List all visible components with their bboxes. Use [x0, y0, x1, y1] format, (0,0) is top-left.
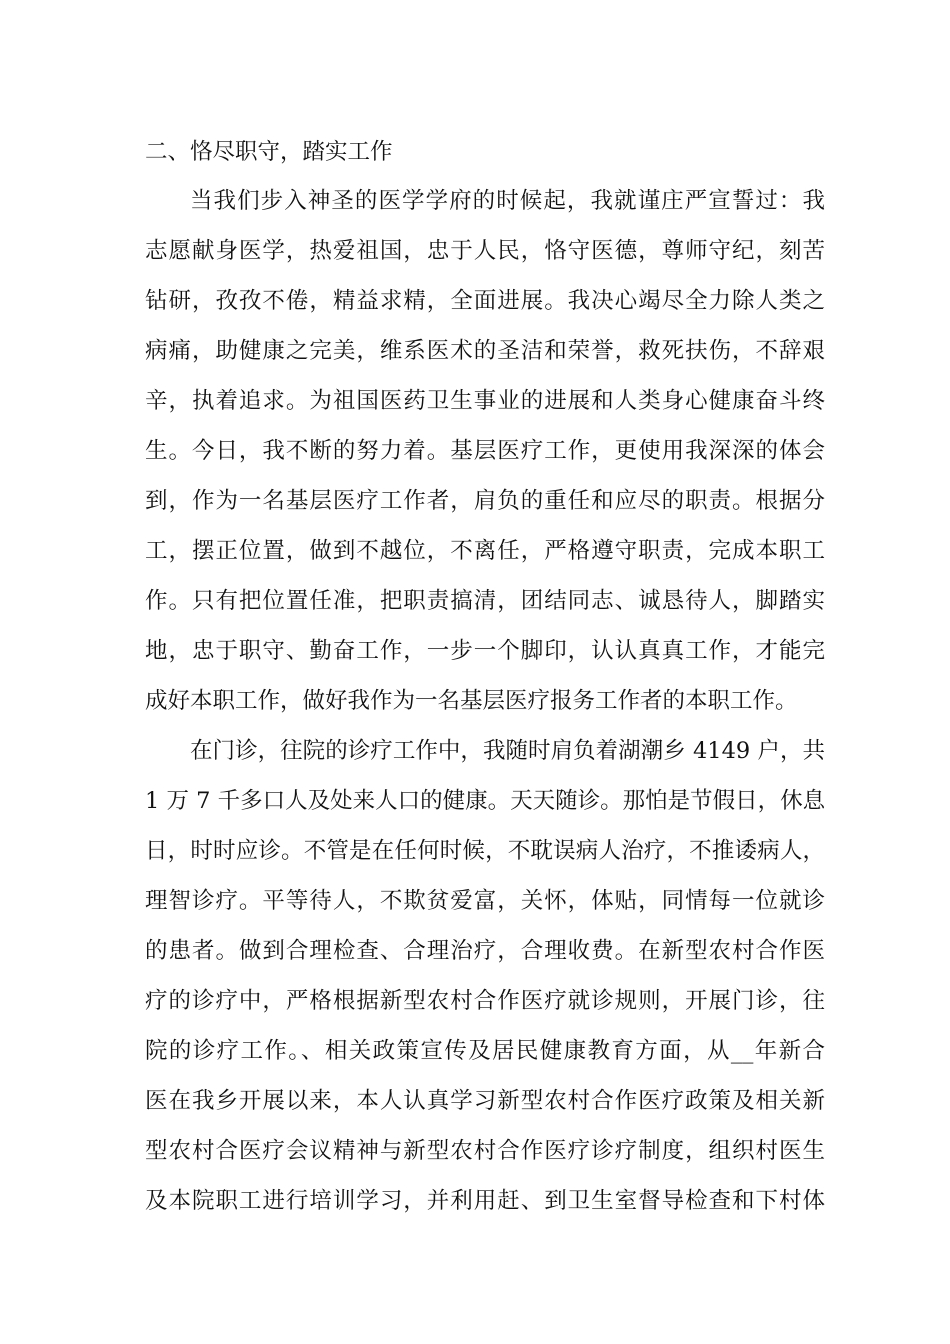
paragraph-2-line-7: 院的诊疗工作。、相关政策宣传及居民健康教育方面，从__年新合 — [145, 1038, 825, 1064]
paragraph-1-line-6: 生。今日，我不断的努力着。基层医疗工作，更使用我深深的体会 — [145, 438, 825, 464]
paragraph-2-line-10: 及本院职工进行培训学习，并利用赶、到卫生室督导检查和下村体 — [145, 1188, 825, 1214]
paragraph-1-line-9: 作。只有把位置任准，把职责搞清，团结同志、诚恳待人，脚踏实 — [145, 588, 825, 614]
paragraph-1-line-7: 到，作为一名基层医疗工作者，肩负的重任和应尽的职责。根据分 — [145, 488, 825, 514]
paragraph-2-line-8: 医在我乡开展以来，本人认真学习新型农村合作医疗政策及相关新 — [145, 1088, 825, 1114]
paragraph-2-line-6: 疗的诊疗中，严格根据新型农村合作医疗就诊规则，开展门诊，往 — [145, 988, 825, 1014]
paragraph-1-line-11: 成好本职工作，做好我作为一名基层医疗报务工作者的本职工作。 — [145, 688, 798, 714]
paragraph-1-line-1: 当我们步入神圣的医学学府的时候起，我就谨庄严宣誓过：我 — [190, 188, 825, 214]
paragraph-1-line-5: 辛，执着追求。为祖国医药卫生事业的进展和人类身心健康奋斗终 — [145, 388, 825, 414]
paragraph-2-line-5: 的患者。做到合理检查、合理治疗，合理收费。在新型农村合作医 — [145, 938, 825, 964]
paragraph-1-line-4: 病痛，助健康之完美，维系医术的圣洁和荣誉，救死扶伤，不辞艰 — [145, 338, 825, 364]
paragraph-1-line-3: 钻研，孜孜不倦，精益求精，全面进展。我决心竭尽全力除人类之 — [145, 288, 825, 314]
section-heading: 二、恪尽职守，踏实工作 — [145, 139, 393, 165]
paragraph-2-line-9: 型农村合医疗会议精神与新型农村合作医疗诊疗制度，组织村医生 — [145, 1138, 825, 1164]
paragraph-2-line-1: 在门诊，往院的诊疗工作中，我随时肩负着湖潮乡 4149 户，共 — [190, 738, 825, 764]
paragraph-1-line-10: 地，忠于职守、勤奋工作，一步一个脚印，认认真真工作，才能完 — [145, 638, 825, 664]
paragraph-2-line-4: 理智诊疗。平等待人，不欺贫爱富，关怀，体贴，同情每一位就诊 — [145, 888, 825, 914]
paragraph-1-line-8: 工，摆正位置，做到不越位，不离任，严格遵守职责，完成本职工 — [145, 538, 825, 564]
paragraph-2-line-2: 1 万 7 千多口人及处来人口的健康。天天随诊。那怕是节假日，休息 — [145, 788, 826, 814]
paragraph-2-line-3: 日，时时应诊。不管是在任何时候，不耽误病人治疗，不推诿病人， — [145, 838, 825, 864]
paragraph-1-line-2: 志愿献身医学，热爱祖国，忠于人民，恪守医德，尊师守纪，刻苦 — [145, 238, 825, 264]
